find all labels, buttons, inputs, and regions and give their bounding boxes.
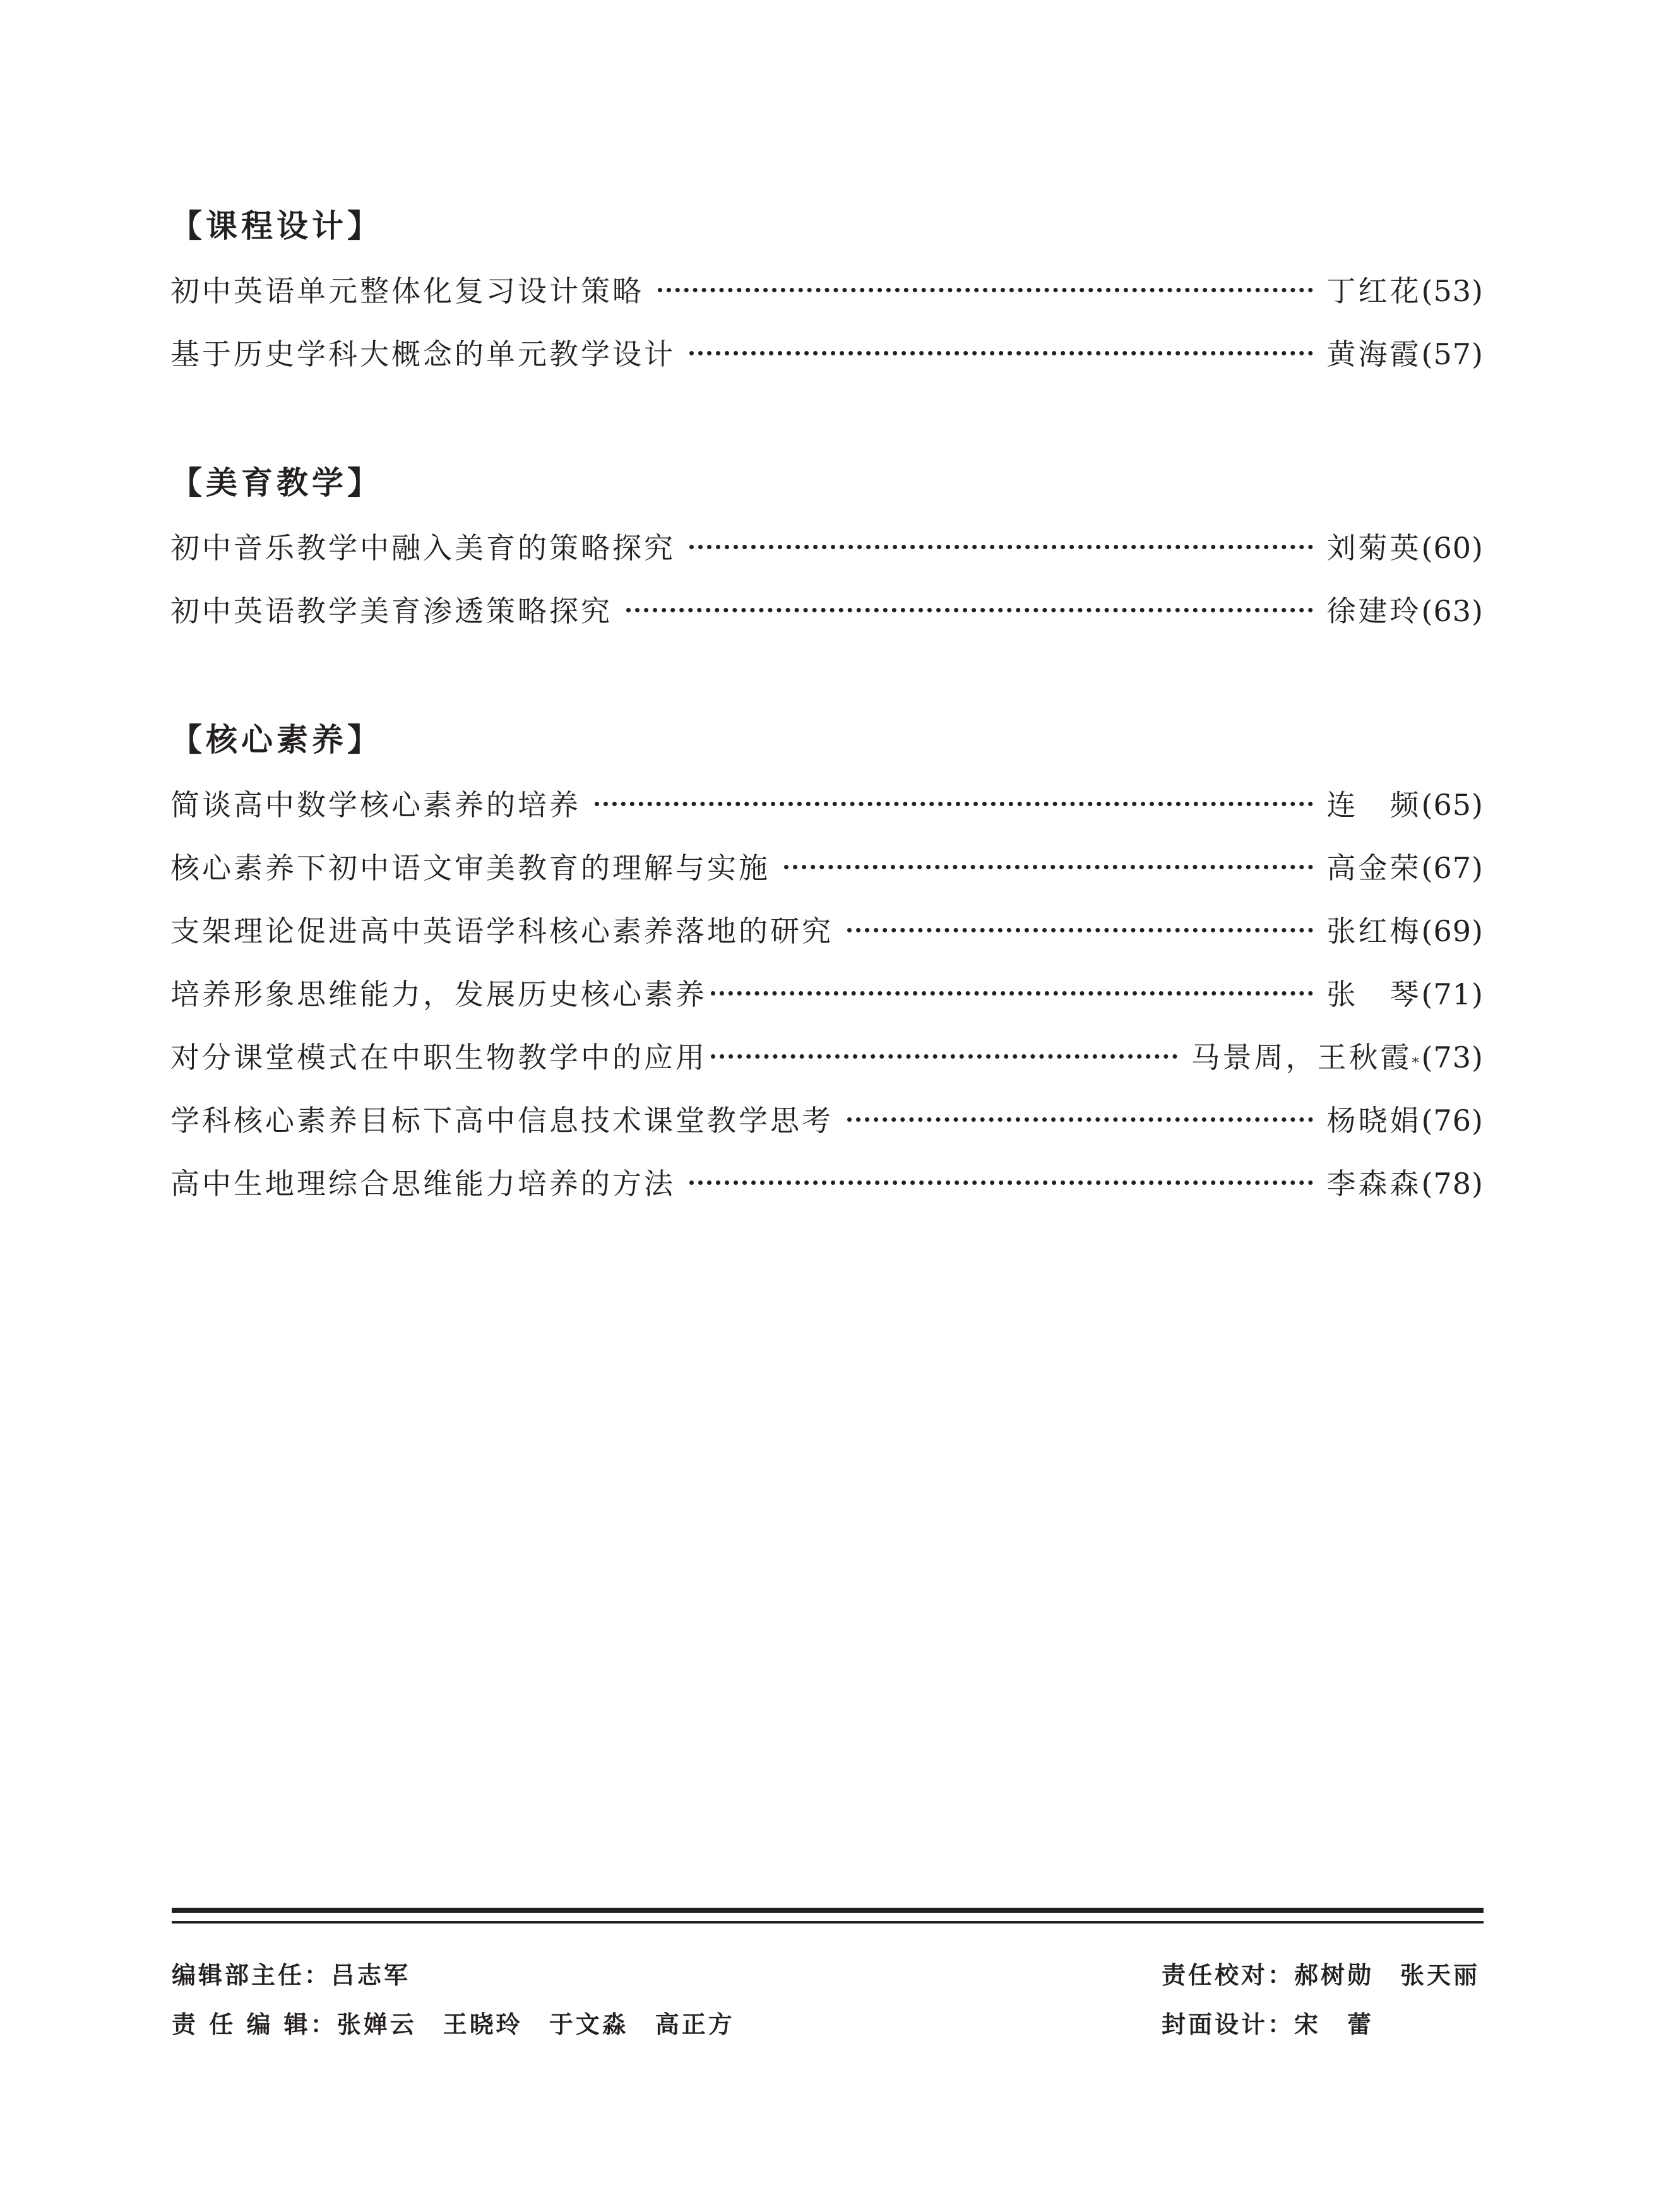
toc-entry[interactable] bbox=[170, 516, 1484, 580]
credit-line: 编辑部主任：吕志军 bbox=[172, 1961, 411, 1989]
entry-title: 核心素养下初中语文审美教育的理解与实施 bbox=[170, 851, 770, 885]
entry-title: 初中英语单元整体化复习设计策略 bbox=[170, 274, 644, 308]
footer-divider-thick bbox=[172, 1908, 1484, 1913]
entry-title: 高中生地理综合思维能力培养的方法 bbox=[170, 1167, 675, 1201]
entry-page-number: ( 71 ) bbox=[1422, 963, 1484, 1026]
credit-line: 责 任 编 辑：张婵云 王晓玲 于文淼 高正方 bbox=[172, 2011, 735, 2038]
entry-title: 基于历史学科大概念的单元教学设计 bbox=[170, 337, 675, 371]
entry-author: 李森森 bbox=[1326, 1167, 1422, 1201]
toc-entry[interactable] bbox=[170, 1089, 1484, 1152]
corresponding-author-mark: * bbox=[1412, 1055, 1422, 1071]
entry-page-number: ( 63 ) bbox=[1422, 580, 1484, 643]
entry-author: 杨晓娟 bbox=[1326, 1103, 1422, 1138]
entry-page-number: ( 76 ) bbox=[1422, 1089, 1484, 1152]
section-heading: 【核心素养】 bbox=[170, 722, 383, 758]
toc-entry[interactable] bbox=[170, 1152, 1484, 1215]
production-credits bbox=[1162, 1951, 1480, 2049]
entry-title: 学科核心素养目标下高中信息技术课堂教学思考 bbox=[170, 1103, 833, 1138]
toc-section bbox=[170, 201, 1484, 386]
toc-entry[interactable] bbox=[170, 259, 1484, 323]
entry-page-number: ( 57 ) bbox=[1422, 323, 1484, 386]
credit-line: 责任校对：郝树勋 张天丽 bbox=[1162, 1961, 1480, 1989]
entry-author: 徐建玲 bbox=[1326, 594, 1422, 628]
entry-author: 连 频 bbox=[1326, 788, 1422, 822]
entry-title: 对分课堂模式在中职生物教学中的应用 bbox=[170, 1040, 707, 1074]
entry-title: 培养形象思维能力，发展历史核心素养 bbox=[170, 977, 707, 1011]
entry-title: 初中音乐教学中融入美育的策略探究 bbox=[170, 531, 675, 565]
entry-page-number: ( 73 ) bbox=[1422, 1026, 1484, 1089]
toc-section bbox=[170, 458, 1484, 643]
toc-entry[interactable] bbox=[170, 900, 1484, 963]
entry-page-number: ( 60 ) bbox=[1422, 516, 1484, 580]
toc-entry[interactable] bbox=[170, 963, 1484, 1026]
dot-leader bbox=[711, 991, 1313, 996]
entry-page-number: ( 65 ) bbox=[1422, 773, 1484, 836]
dot-leader bbox=[689, 545, 1313, 549]
entry-author: 丁红花 bbox=[1326, 274, 1422, 308]
entry-author: 高金荣 bbox=[1326, 851, 1422, 885]
toc-section bbox=[170, 715, 1484, 1215]
editorial-credits bbox=[172, 1951, 735, 2049]
entry-title: 初中英语教学美育渗透策略探究 bbox=[170, 594, 612, 628]
section-heading: 【课程设计】 bbox=[170, 208, 383, 244]
toc-entry[interactable] bbox=[170, 836, 1484, 900]
credit-line: 封面设计：宋 蕾 bbox=[1162, 2011, 1374, 2038]
toc-entry[interactable] bbox=[170, 1026, 1484, 1089]
dot-leader bbox=[689, 1180, 1313, 1185]
toc-entry[interactable] bbox=[170, 323, 1484, 386]
entry-author: 刘菊英 bbox=[1326, 531, 1422, 565]
dot-leader bbox=[847, 928, 1313, 932]
footer-divider-thin bbox=[172, 1921, 1484, 1924]
entry-author: 张 琴 bbox=[1326, 977, 1422, 1011]
entry-author: 马景周，王秋霞 bbox=[1191, 1040, 1412, 1074]
dot-leader bbox=[626, 608, 1313, 612]
toc-entry[interactable] bbox=[170, 773, 1484, 836]
entry-title: 支架理论促进高中英语学科核心素养落地的研究 bbox=[170, 914, 833, 948]
dot-leader bbox=[689, 351, 1313, 355]
entry-author: 黄海霞 bbox=[1326, 337, 1422, 371]
dot-leader bbox=[847, 1117, 1313, 1122]
dot-leader bbox=[711, 1054, 1177, 1059]
section-heading: 【美育教学】 bbox=[170, 465, 383, 501]
entry-author: 张红梅 bbox=[1326, 914, 1422, 948]
dot-leader bbox=[784, 865, 1313, 869]
entry-page-number: ( 67 ) bbox=[1422, 836, 1484, 900]
entry-page-number: ( 78 ) bbox=[1422, 1152, 1484, 1215]
dot-leader bbox=[658, 288, 1313, 292]
toc-entry[interactable] bbox=[170, 580, 1484, 643]
entry-page-number: ( 69 ) bbox=[1422, 900, 1484, 963]
dot-leader bbox=[595, 802, 1313, 806]
entry-title: 简谈高中数学核心素养的培养 bbox=[170, 788, 581, 822]
entry-page-number: ( 53 ) bbox=[1422, 259, 1484, 323]
